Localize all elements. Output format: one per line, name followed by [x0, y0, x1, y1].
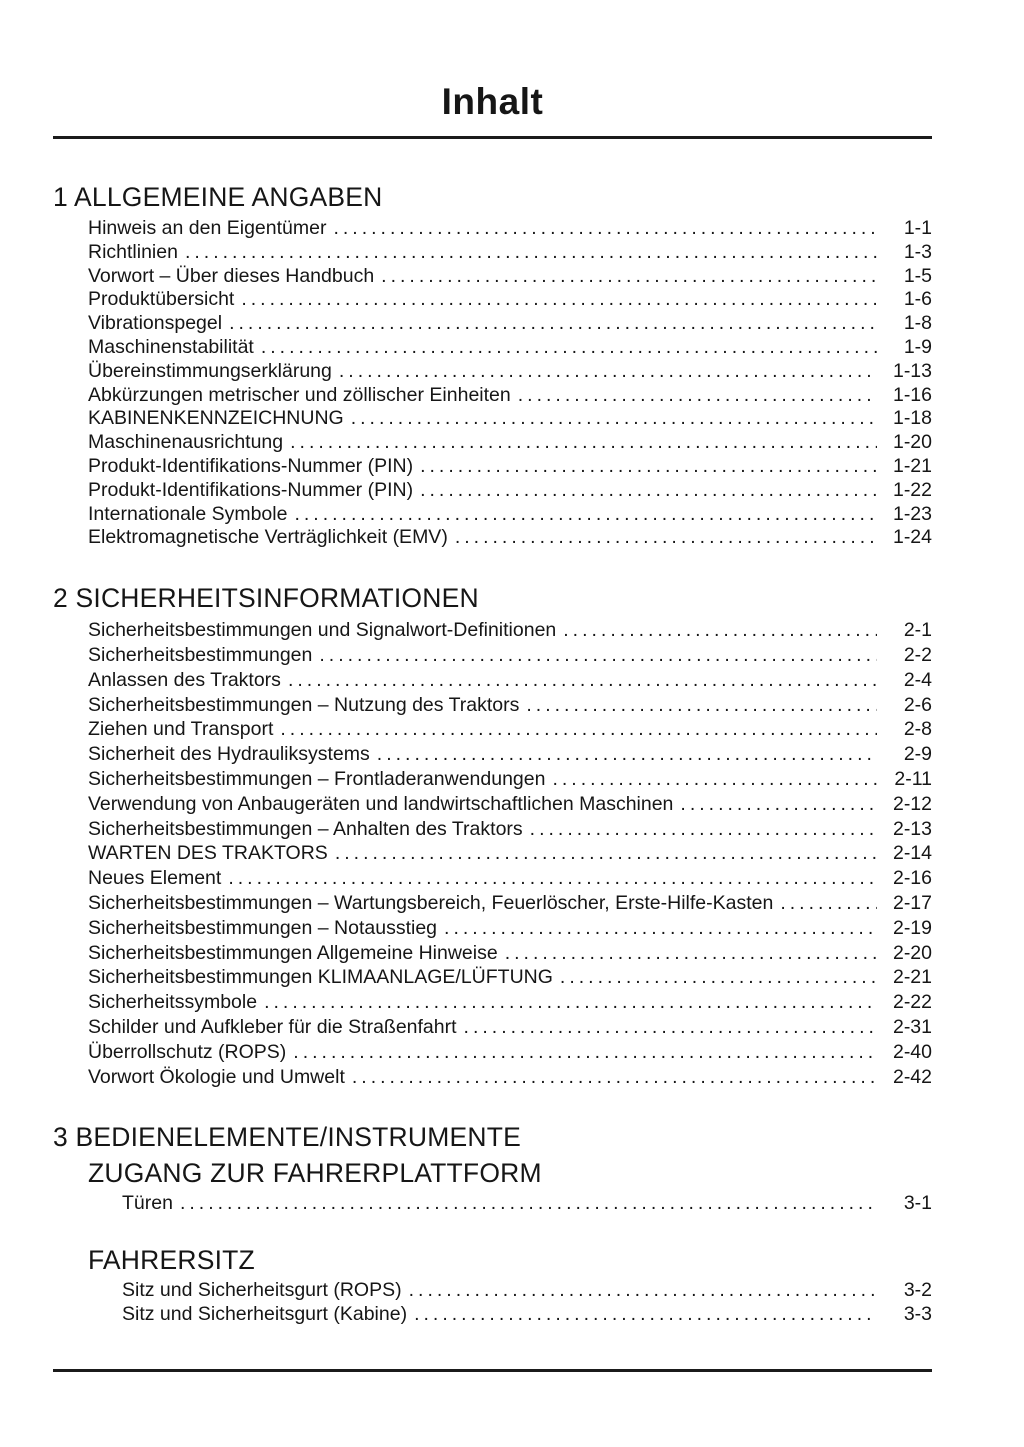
entry-page-number: 2-2	[903, 643, 932, 666]
dot-leader	[530, 817, 877, 842]
dot-leader	[420, 455, 877, 479]
entry-label: Sicherheitsbestimmungen – Anhalten des Traktors	[88, 817, 523, 840]
entry-page-number: 2-11	[894, 767, 932, 790]
toc-page	[53, 0, 932, 1372]
entry-page-number: 2-17	[892, 891, 932, 914]
entry-page-number: 1-18	[892, 407, 932, 430]
entry-page-number: 2-16	[892, 867, 932, 890]
dot-leader	[409, 1278, 877, 1302]
entry-page-number: 2-20	[892, 941, 932, 964]
dot-leader	[352, 1065, 877, 1090]
toc-entry	[88, 742, 932, 767]
entry-label: Vorwort – Über dieses Handbuch	[88, 264, 375, 287]
dot-leader	[526, 693, 877, 718]
entry-page-number: 2-22	[892, 991, 932, 1014]
toc-entry	[88, 1040, 932, 1065]
dot-leader	[505, 941, 877, 966]
dot-leader	[290, 431, 877, 455]
toc-entry	[88, 990, 932, 1015]
toc-entry	[88, 526, 932, 550]
entry-label: Anlassen des Traktors	[88, 668, 281, 691]
section-heading: 3 BEDIENELEMENTE/INSTRUMENTE	[53, 1122, 521, 1153]
entry-page-number: 2-21	[892, 966, 932, 989]
entry-label: WARTEN DES TRAKTORS	[88, 842, 328, 865]
dot-leader	[381, 265, 877, 289]
toc-entry	[88, 407, 932, 431]
entry-label: Maschinenstabilität	[88, 335, 254, 358]
entry-label: KABINENKENNZEICHNUNG	[88, 407, 344, 430]
entry-label: Sicherheitsbestimmungen	[88, 643, 313, 666]
toc-section	[53, 181, 932, 550]
entry-page-number: 2-19	[892, 916, 932, 939]
section-heading: 2 SICHERHEITSINFORMATIONEN	[53, 583, 479, 614]
entry-label: Hinweis an den Eigentümer	[88, 217, 327, 239]
entry-page-number: 1-5	[903, 264, 932, 287]
entry-page-number: 1-23	[892, 502, 932, 525]
toc-entry	[88, 336, 932, 360]
toc-entry	[88, 717, 932, 742]
entry-page-number: 1-22	[892, 478, 932, 501]
entry-label: Internationale Symbole	[88, 502, 288, 525]
entry-page-number: 1-6	[903, 288, 932, 311]
dot-leader	[518, 384, 877, 408]
entry-page-number: 1-24	[892, 526, 932, 549]
entry-label: Verwendung von Anbaugeräten und landwirtschaftlichen Maschinen	[88, 792, 674, 815]
toc-entry	[88, 384, 932, 408]
toc-entry	[88, 431, 932, 455]
entry-label: Sicherheitsbestimmungen – Nutzung des Traktors	[88, 693, 520, 716]
entry-label: Maschinenausrichtung	[88, 431, 284, 454]
toc-entry	[88, 312, 932, 336]
subsection-heading: FAHRERSITZ	[88, 1244, 255, 1275]
dot-leader	[780, 891, 877, 916]
entry-label: Sicherheitsbestimmungen Allgemeine Hinweise	[88, 941, 498, 964]
dot-leader	[444, 916, 877, 941]
dot-leader	[333, 217, 877, 241]
toc-entry	[88, 792, 932, 817]
dot-leader	[335, 841, 877, 866]
toc-entry	[88, 503, 932, 527]
section-heading: 1 ALLGEMEINE ANGABEN	[53, 182, 383, 212]
dot-leader	[264, 990, 877, 1015]
entry-label: Neues Element	[88, 867, 222, 890]
dot-leader	[185, 241, 877, 265]
toc-entry	[88, 941, 932, 966]
dot-leader	[560, 965, 877, 990]
entry-page-number: 3-1	[903, 1192, 932, 1215]
dot-leader	[563, 618, 877, 643]
entry-page-number: 1-9	[903, 335, 932, 358]
toc-subsection	[53, 1157, 932, 1215]
dot-leader	[241, 288, 877, 312]
dot-leader	[229, 312, 877, 336]
entry-page-number: 1-1	[903, 217, 932, 239]
toc-section	[53, 1121, 932, 1326]
dot-leader	[455, 526, 877, 550]
toc-entry	[88, 767, 932, 792]
title-divider	[53, 136, 932, 139]
entry-label: Produkt-Identifikations-Nummer (PIN)	[88, 454, 414, 477]
entry-page-number: 2-13	[892, 817, 932, 840]
entry-label: Schilder und Aufkleber für die Straßenfahrt	[88, 1015, 457, 1038]
entry-page-number: 2-9	[903, 743, 932, 766]
entry-page-number: 2-1	[903, 619, 932, 642]
toc-entry	[88, 891, 932, 916]
dot-leader	[351, 407, 877, 431]
entry-page-number: 1-16	[892, 383, 932, 406]
subsection-heading: ZUGANG ZUR FAHRERPLATTFORM	[88, 1158, 542, 1189]
entry-page-number: 1-3	[903, 240, 932, 263]
entry-page-number: 2-14	[892, 842, 932, 865]
page-title: Inhalt	[441, 81, 544, 122]
dot-leader	[319, 643, 877, 668]
toc-entry	[88, 479, 932, 503]
toc-entry	[122, 1191, 932, 1215]
dot-leader	[420, 479, 877, 503]
dot-leader	[294, 503, 877, 527]
toc-entry	[88, 1015, 932, 1040]
toc-entry	[88, 668, 932, 693]
toc-entry	[88, 841, 932, 866]
entry-page-number: 2-40	[892, 1040, 932, 1063]
entry-label: Ziehen und Transport	[88, 718, 274, 741]
entry-label: Produkt-Identifikations-Nummer (PIN)	[88, 478, 414, 501]
entry-label: Elektromagnetische Verträglichkeit (EMV)	[88, 526, 448, 549]
entry-label: Türen	[122, 1192, 173, 1215]
entry-label: Übereinstimmungserklärung	[88, 359, 332, 382]
bottom-divider	[53, 1369, 932, 1372]
entry-label: Sicherheitsbestimmungen – Wartungsbereich, Feuerlöscher, Erste-Hilfe-Kasten	[88, 891, 774, 914]
toc-subsection	[53, 1244, 932, 1327]
dot-leader	[228, 866, 877, 891]
entry-label: Sicherheitsbestimmungen – Frontladeranwendungen	[88, 767, 546, 790]
toc-entry	[122, 1302, 932, 1326]
toc-entry	[88, 288, 932, 312]
dot-leader	[288, 668, 877, 693]
entry-page-number: 1-20	[892, 431, 932, 454]
entry-page-number: 1-8	[903, 312, 932, 335]
entry-label: Vibrationspegel	[88, 312, 223, 335]
toc-entry	[88, 360, 932, 384]
entry-page-number: 2-6	[903, 693, 932, 716]
dot-leader	[180, 1191, 877, 1215]
toc-entry	[88, 693, 932, 718]
entry-label: Vorwort Ökologie und Umwelt	[88, 1065, 345, 1088]
toc-entry	[88, 643, 932, 668]
entry-label: Sicherheitsbestimmungen KLIMAANLAGE/LÜFTUNG	[88, 966, 553, 989]
dot-leader	[414, 1302, 877, 1326]
dot-leader	[464, 1015, 877, 1040]
toc-section	[53, 582, 932, 1089]
entry-page-number: 3-2	[903, 1278, 932, 1301]
entry-page-number: 1-21	[892, 454, 932, 477]
dot-leader	[339, 360, 877, 384]
entry-page-number: 2-42	[892, 1065, 932, 1088]
toc-entry	[88, 866, 932, 891]
toc-entry	[88, 241, 932, 265]
entry-label: Sicherheitsbestimmungen – Notausstieg	[88, 916, 438, 939]
entry-label: Sicherheit des Hydrauliksystems	[88, 743, 370, 766]
entry-label: Sitz und Sicherheitsgurt (Kabine)	[122, 1303, 408, 1326]
dot-leader	[377, 742, 877, 767]
entry-label: Sicherheitsbestimmungen und Signalwort-Definitionen	[88, 619, 557, 642]
entry-page-number: 2-12	[892, 792, 932, 815]
toc-entry	[88, 455, 932, 479]
entry-page-number: 2-8	[903, 718, 932, 741]
toc-entry	[88, 1065, 932, 1090]
toc-entry	[88, 217, 932, 241]
dot-leader	[552, 767, 877, 792]
dot-leader	[293, 1040, 877, 1065]
dot-leader	[261, 336, 877, 360]
entry-label: Abkürzungen metrischer und zöllischer Einheiten	[88, 383, 511, 406]
entry-label: Sitz und Sicherheitsgurt (ROPS)	[122, 1278, 402, 1301]
toc-entry	[88, 965, 932, 990]
dot-leader	[680, 792, 877, 817]
entry-label: Sicherheitssymbole	[88, 991, 258, 1014]
toc-entry	[88, 817, 932, 842]
entry-page-number: 2-31	[892, 1015, 932, 1038]
entry-page-number: 3-3	[903, 1303, 932, 1326]
entry-label: Richtlinien	[88, 240, 178, 263]
entry-label: Produktübersicht	[88, 288, 235, 311]
toc-entry	[88, 916, 932, 941]
dot-leader	[280, 717, 877, 742]
toc	[53, 181, 932, 1327]
entry-label: Überrollschutz (ROPS)	[88, 1040, 287, 1063]
toc-entry	[88, 265, 932, 289]
entry-page-number: 1-13	[892, 359, 932, 382]
toc-entry	[122, 1278, 932, 1302]
toc-entry	[88, 618, 932, 643]
entry-page-number: 2-4	[903, 668, 932, 691]
